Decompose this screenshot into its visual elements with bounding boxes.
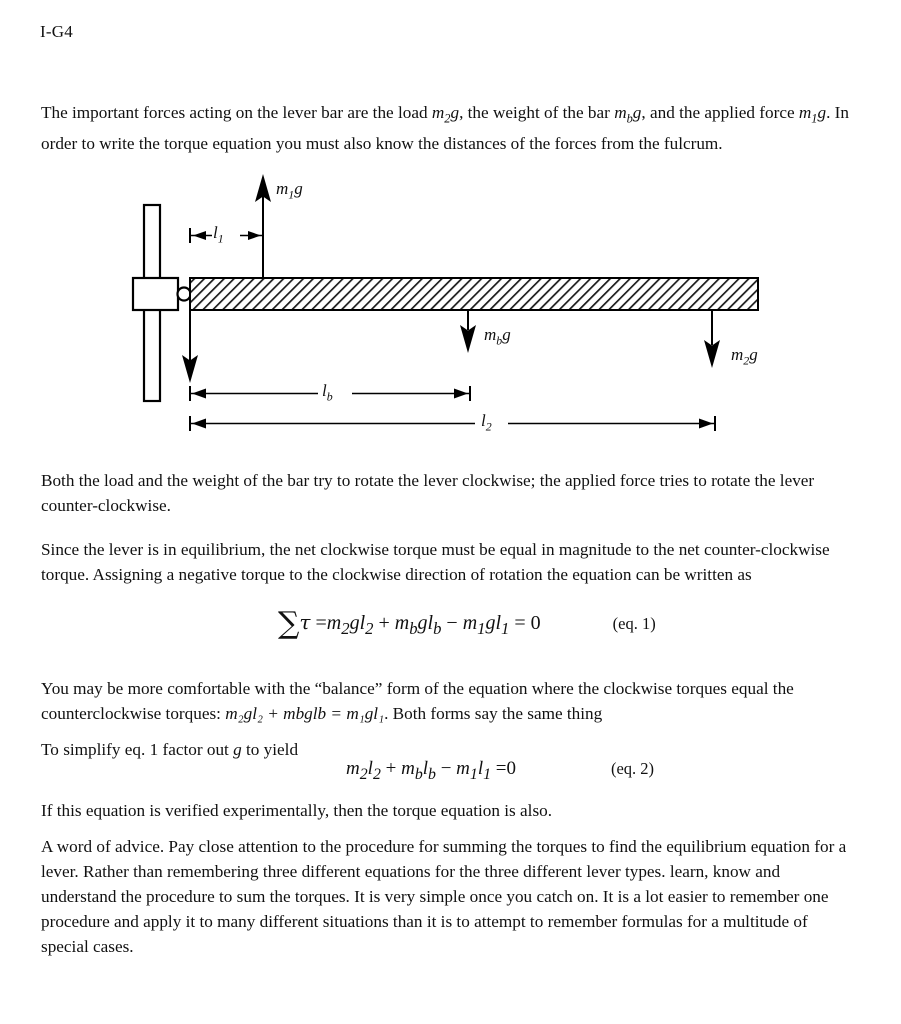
p5-text-a: To simplify eq. 1 factor out <box>41 740 234 759</box>
label-m2-base: m <box>731 345 744 364</box>
dim-lb-arrow-left <box>192 389 206 399</box>
eq1-term1-gl: gl <box>349 612 366 634</box>
eq1-equals-1: = <box>315 612 327 634</box>
eq2-term3-m: m <box>456 758 470 779</box>
label-lb-base: l <box>322 381 327 400</box>
eq1-term2-gl: gl <box>417 612 434 634</box>
eq1-term3-gl: gl <box>485 612 502 634</box>
label-dim-l1 <box>213 223 224 246</box>
label-l1-sub: 1 <box>217 231 224 246</box>
label-m2-g: g <box>749 345 758 364</box>
eq1-plus: + <box>378 612 390 634</box>
eq2-term1-l: l <box>367 758 373 779</box>
eq1-equals-zero: = 0 <box>514 612 541 634</box>
equation-2-body <box>346 758 516 784</box>
eq1-tau: τ <box>299 610 311 634</box>
label-mb-g: g <box>502 325 511 344</box>
p1-symbol-m2 <box>431 103 460 126</box>
label-m1-g: g <box>294 179 303 198</box>
dim-lb-arrow-right <box>454 389 468 399</box>
p1-mb-base: m <box>614 103 627 122</box>
eq2-equals-zero: =0 <box>495 758 516 779</box>
p1-text-c: , and the applied force <box>641 103 799 122</box>
label-dim-lb <box>322 381 333 404</box>
eq2-term2-l: l <box>422 758 429 779</box>
p1-m2-g: g <box>450 103 460 122</box>
p5-text-b: to yield <box>241 740 299 759</box>
eq2-term3-sub: 1 <box>469 765 478 783</box>
eq1-term3-m: m <box>462 612 478 634</box>
equation-2-tag: (eq. 2) <box>610 759 655 778</box>
p1-m1-sub: 1 <box>811 111 818 126</box>
dim-l1-arrow-right <box>248 231 261 240</box>
paragraph-advice: A word of advice. Pay close attention to the procedure for summing the torques to find the equilibrium equation for a lever. Rather than remembering three different equations for the three different lever types. learn, know and understand the procedure to sum the torques. It is very simple once you catch on. It is a lot easier to remember one procedure and apply it to many different situations than it is to attempt to remember formulas for a multitude of special cases. <box>41 837 847 956</box>
paragraph-equilibrium: Since the lever is in equilibrium, the net clockwise torque must be equal in magnitude to the net counter-clockwise torque. Assigning a negative torque to the clockwise direction of rotation the equation can be written as <box>41 540 830 584</box>
eq2-term1-lsub: 2 <box>372 765 381 783</box>
label-lb-sub: b <box>326 389 333 404</box>
eq2-term1-sub: 2 <box>359 765 368 783</box>
label-m1-sub: 1 <box>288 187 295 202</box>
equation-1-tag: (eq. 1) <box>612 614 656 633</box>
eq2-term2-sub: b <box>414 765 423 783</box>
p1-symbol-mb <box>614 103 642 126</box>
lever-diagram <box>0 165 901 450</box>
label-mb-base: m <box>484 325 497 344</box>
label-l2-sub: 2 <box>485 419 492 434</box>
eq1-term2-lsub: b <box>433 619 442 638</box>
label-dim-l2 <box>481 411 492 434</box>
eq2-term3-lsub: 1 <box>483 765 492 783</box>
paragraph-rotation-directions: Both the load and the weight of the bar try to rotate the lever clockwise; the applied force tries to rotate the lever counter-clockwise. <box>41 471 815 515</box>
p4-text-a: You may be more comfortable with the “balance” form of the equation where the clockwise torques equal the counterclockwise torques: <box>41 679 794 723</box>
lever-diagram-svg <box>0 165 901 450</box>
p1-text-a: The important forces acting on the lever bar are the load <box>41 103 432 122</box>
label-l1-base: l <box>213 223 218 242</box>
equation-2-row <box>41 758 853 784</box>
eq1-term3-sub: 1 <box>477 619 486 638</box>
p1-text-b: , the weight of the bar <box>459 103 615 122</box>
paragraph-balance-form <box>41 676 853 726</box>
eq2-term2-lsub: b <box>428 765 436 783</box>
p1-m1-base: m <box>798 103 812 122</box>
eq1-term1-m: m <box>326 612 342 634</box>
label-mb-sub: b <box>496 333 503 348</box>
eq1-minus: − <box>446 612 458 634</box>
equation-1-row <box>41 606 853 641</box>
eq1-term3-lsub: 1 <box>501 619 510 638</box>
paragraph-intro-forces <box>41 100 853 156</box>
lever-bar <box>190 278 758 310</box>
p1-symbol-m1 <box>798 103 827 126</box>
equation-1-block <box>41 606 853 641</box>
label-m1-base: m <box>276 179 289 198</box>
dim-l2-arrow-right <box>699 419 713 429</box>
p5-symbol-g: g <box>233 740 242 759</box>
fulcrum-block <box>133 278 178 310</box>
p1-m2-base: m <box>431 103 445 122</box>
equation-1-body <box>278 606 541 641</box>
label-l2-base: l <box>481 411 486 430</box>
eq2-term2-m: m <box>401 758 415 779</box>
label-applied-force <box>276 179 303 202</box>
paragraph-verification: If this equation is verified experimentally, then the torque equation is also. <box>41 801 553 820</box>
eq2-minus: − <box>440 758 452 779</box>
p1-m1-g: g <box>817 103 827 122</box>
p4-text-b: . Both forms say the same thing <box>384 704 603 723</box>
pivot-circle <box>178 288 191 301</box>
label-bar-weight <box>484 325 511 348</box>
p1-mb-sub: b <box>626 111 633 126</box>
p1-text-d: . In order to write the torque equation you must also know the distances of the forces from the fulcrum. <box>41 103 849 154</box>
dim-l2-arrow-left <box>192 419 206 429</box>
eq2-plus: + <box>385 758 397 779</box>
eq1-term1-sub: 2 <box>341 619 350 638</box>
equation-2-block <box>41 758 853 784</box>
eq1-term2-sub: b <box>409 619 418 638</box>
page-header-code: I-G4 <box>40 22 73 41</box>
eq2-term1-m: m <box>346 758 360 779</box>
p1-m2-sub: 2 <box>444 111 451 126</box>
eq1-term2-m: m <box>394 612 410 634</box>
p1-mb-g: g <box>632 103 642 122</box>
label-m2-sub: 2 <box>743 353 750 368</box>
eq1-term1-lsub: 2 <box>365 619 374 638</box>
p4-inline-equation: m₂gl₂ + mbglb = m₁gl₁ <box>225 704 385 723</box>
label-load-force <box>731 345 758 368</box>
dim-l1-arrow-left <box>193 231 206 240</box>
eq2-term3-l: l <box>477 758 484 779</box>
eq1-sigma: ∑ <box>278 606 300 641</box>
